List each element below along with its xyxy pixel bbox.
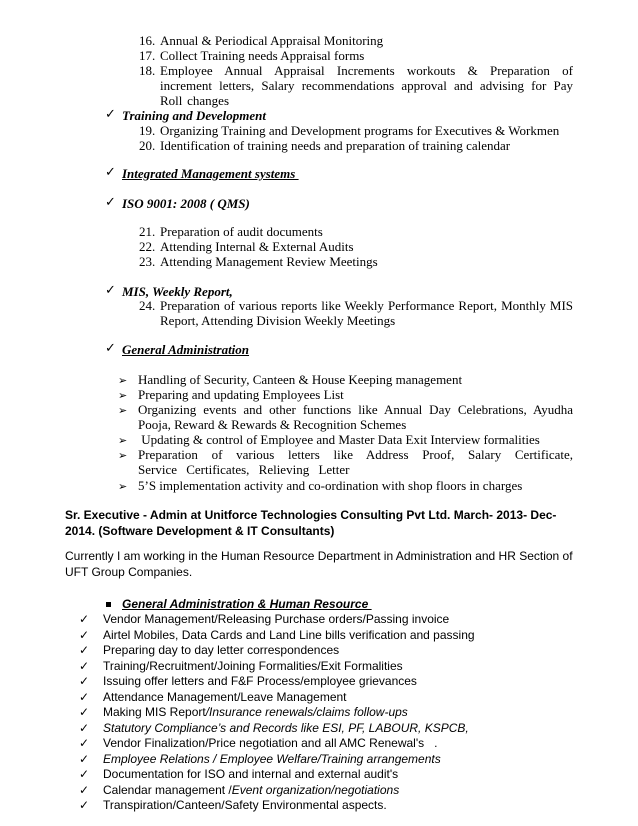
arrow-bullet-icon: ➢: [118, 404, 128, 417]
item-number: 17.: [139, 48, 156, 63]
list-item: Preparation of various letters like Address Proof, Salary Certificate, Service Certificates, Relieving Letter: [138, 447, 573, 477]
duty-text: Making MIS Report: [103, 705, 206, 719]
list-item: Employee Annual Appraisal Increments workouts & Preparation of increment letters, Salary recommendations approval and advising for Pay Roll changes: [160, 63, 573, 108]
item-number: 18.: [139, 63, 156, 78]
check-icon: ✓: [79, 690, 90, 704]
item-number: 16.: [139, 33, 156, 48]
list-item: Preparation of various reports like Weekly Performance Report, Monthly MIS Report, Attending Division Weekly Meetings: [160, 298, 573, 328]
duty-item: Employee Relations / Employee Welfare/Training arrangements: [103, 752, 441, 766]
list-item: Attending Management Review Meetings: [160, 254, 378, 269]
check-icon: ✓: [79, 783, 90, 797]
section-heading: Integrated Management systems: [122, 166, 299, 181]
job-title: Sr. Executive - Admin at Unitforce Technologies Consulting Pvt Ltd. March- 2013- Dec-2014. (Software Development & IT Consultants): [65, 508, 557, 538]
list-item: Organizing Training and Development programs for Executives & Workmen: [160, 123, 560, 138]
duty-item: [103, 705, 408, 721]
check-icon: ✓: [79, 767, 90, 781]
list-item: Handling of Security, Canteen & House Keeping management: [138, 372, 463, 387]
check-icon: ✓: [105, 165, 116, 180]
duty-item: Statutory Compliance’s and Records like ESI, PF, LABOUR, KSPCB,: [103, 721, 469, 735]
check-icon: ✓: [79, 674, 90, 688]
check-icon: ✓: [79, 705, 90, 719]
check-icon: ✓: [79, 643, 90, 657]
section-heading: MIS, Weekly Report,: [122, 284, 233, 299]
duty-item: Transpiration/Canteen/Safety Environmental aspects.: [103, 798, 387, 812]
duty-item: Documentation for ISO and internal and external audit's: [103, 767, 399, 781]
check-icon: ✓: [79, 798, 90, 812]
arrow-bullet-icon: ➢: [118, 434, 128, 447]
arrow-bullet-icon: ➢: [118, 449, 128, 462]
check-icon: ✓: [105, 341, 116, 356]
section-heading: ISO 9001: 2008 ( QMS): [122, 196, 250, 211]
duty-item: Vendor Finalization/Price negotiation and all AMC Renewal's .: [103, 736, 438, 750]
job-intro: Currently I am working in the Human Resource Department in Administration and HR Section of UFT Group Companies.: [65, 549, 573, 579]
item-number: 21.: [139, 224, 156, 239]
list-item: Preparation of audit documents: [160, 224, 323, 239]
list-item: Collect Training needs Appraisal forms: [160, 48, 365, 63]
check-icon: ✓: [79, 752, 90, 766]
section-heading: General Administration & Human Resource: [122, 597, 372, 611]
section-heading: General Administration: [122, 342, 250, 357]
check-icon: ✓: [79, 721, 90, 735]
check-icon: ✓: [105, 107, 116, 122]
list-item: Identification of training needs and preparation of training calendar: [160, 138, 511, 153]
list-item: 5’S implementation activity and co-ordination with shop floors in charges: [138, 478, 523, 493]
square-bullet-icon: [106, 602, 111, 607]
list-item: Preparing and updating Employees List: [138, 387, 344, 402]
duty-item: Preparing day to day letter correspondences: [103, 643, 340, 657]
item-number: 24.: [139, 298, 156, 313]
item-number: 20.: [139, 138, 156, 153]
duty-text: Calendar management /: [103, 783, 232, 797]
item-number: 22.: [139, 239, 156, 254]
duty-text-italic: /Insurance renewals/claims follow-ups: [205, 705, 408, 719]
duty-text-italic: Event organization/negotiations: [231, 783, 400, 797]
check-icon: ✓: [79, 628, 90, 642]
item-number: 19.: [139, 123, 156, 138]
list-item: Updating & control of Employee and Master Data Exit Interview formalities: [138, 432, 540, 447]
duty-item: Vendor Management/Releasing Purchase orders/Passing invoice: [103, 612, 450, 626]
list-item: Organizing events and other functions like Annual Day Celebrations, Ayudha Pooja, Reward & Rewards & Recognition Schemes: [138, 402, 573, 432]
section-heading: Training and Development: [122, 108, 266, 123]
list-item: Attending Internal & External Audits: [160, 239, 354, 254]
check-icon: ✓: [79, 612, 90, 626]
duty-item: [103, 783, 399, 799]
arrow-bullet-icon: ➢: [118, 480, 128, 493]
check-icon: ✓: [105, 195, 116, 210]
duty-item: Training/Recruitment/Joining Formalities/Exit Formalities: [103, 659, 403, 673]
duty-item: Attendance Management/Leave Management: [103, 690, 347, 704]
item-number: 23.: [139, 254, 156, 269]
list-item: Annual & Periodical Appraisal Monitoring: [160, 33, 384, 48]
check-icon: ✓: [79, 659, 90, 673]
duty-item: Airtel Mobiles, Data Cards and Land Line bills verification and passing: [103, 628, 475, 642]
arrow-bullet-icon: ➢: [118, 389, 128, 402]
arrow-bullet-icon: ➢: [118, 374, 128, 387]
duty-item: Issuing offer letters and F&F Process/employee grievances: [103, 674, 417, 688]
check-icon: ✓: [105, 283, 116, 298]
check-icon: ✓: [79, 736, 90, 750]
